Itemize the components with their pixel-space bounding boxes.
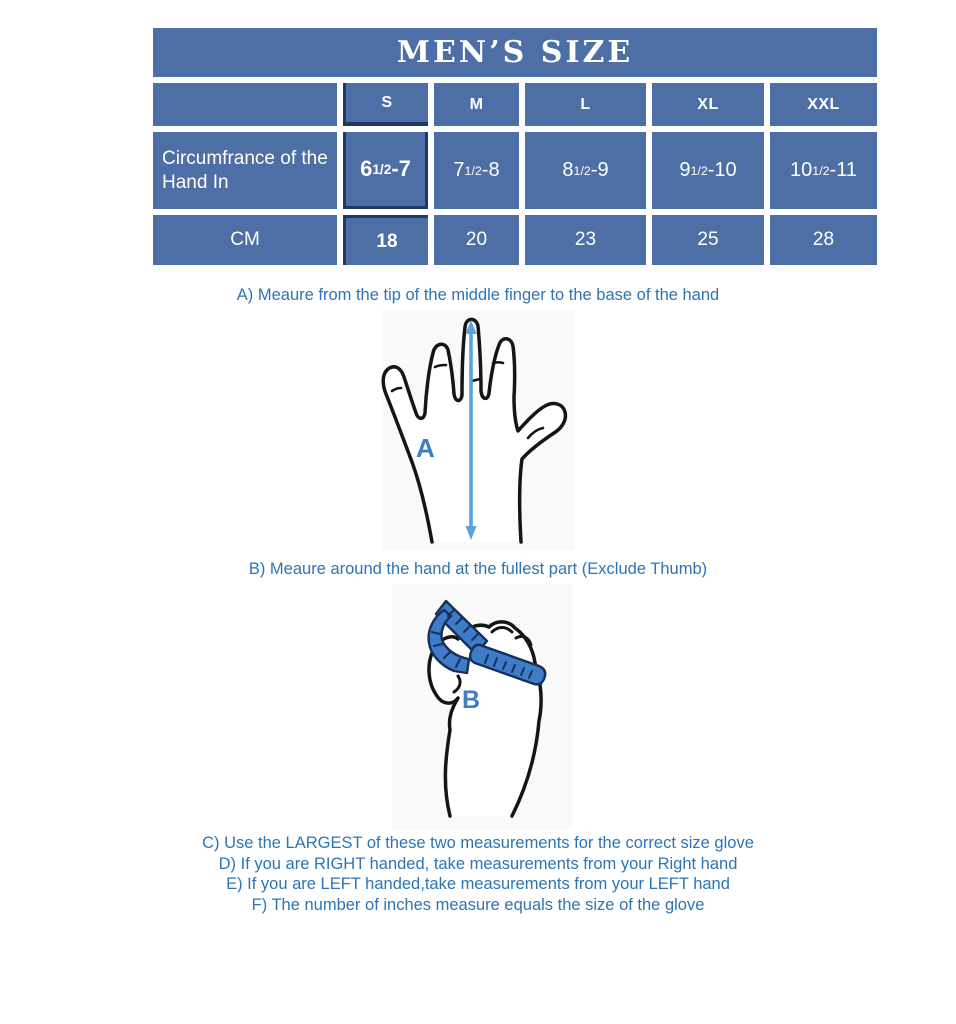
instruction-note-e: E) If you are LEFT handed,take measurements from your LEFT hand bbox=[226, 875, 730, 894]
fist-illustration bbox=[392, 584, 572, 830]
mens-size-table bbox=[153, 28, 877, 265]
instruction-note-c: C) Use the LARGEST of these two measurements for the correct size glove bbox=[202, 834, 754, 852]
instruction-note-b: B) Meaure around the hand at the fullest part (Exclude Thumb) bbox=[248, 560, 708, 578]
row-label-cm: CM bbox=[153, 215, 337, 265]
column-header-l: L bbox=[525, 83, 646, 126]
column-header-blank bbox=[153, 83, 337, 126]
figure-a-label: A bbox=[416, 433, 435, 463]
cell-cm-l: 23 bbox=[525, 215, 646, 265]
cell-cm-m: 20 bbox=[434, 215, 519, 265]
open-hand-illustration bbox=[368, 310, 588, 550]
cell-inches-xl: 9 1/2 -10 bbox=[652, 132, 764, 209]
instruction-note-d: D) If you are RIGHT handed, take measurements from your Right hand bbox=[218, 854, 738, 873]
cell-cm-s: 18 bbox=[343, 215, 428, 265]
open-hand-figure bbox=[368, 310, 588, 550]
row-label-circumference: Circumfrance of the Hand In bbox=[153, 132, 337, 209]
column-header-m: M bbox=[434, 83, 519, 126]
instruction-note-a: A) Meaure from the tip of the middle finger to the base of the hand bbox=[236, 286, 720, 304]
column-header-xl: XL bbox=[652, 83, 764, 126]
column-header-xxl: XXL bbox=[770, 83, 877, 126]
fist-with-tape-figure bbox=[392, 584, 572, 830]
column-header-s: S bbox=[343, 83, 428, 126]
cell-cm-xxl: 28 bbox=[770, 215, 877, 265]
instruction-note-f: F) The number of inches measure equals the size of the glove bbox=[251, 895, 705, 914]
figure-b-label: B bbox=[462, 686, 481, 714]
instruction-notes-cf bbox=[0, 833, 956, 915]
table-title: MEN’S SIZE bbox=[153, 28, 877, 77]
cell-inches-s: 6 1/2 -7 bbox=[343, 132, 428, 209]
cell-cm-xl: 25 bbox=[652, 215, 764, 265]
cell-inches-xxl: 10 1/2 -11 bbox=[770, 132, 877, 209]
cell-inches-m: 7 1/2 -8 bbox=[434, 132, 519, 209]
cell-inches-l: 8 1/2 -9 bbox=[525, 132, 646, 209]
